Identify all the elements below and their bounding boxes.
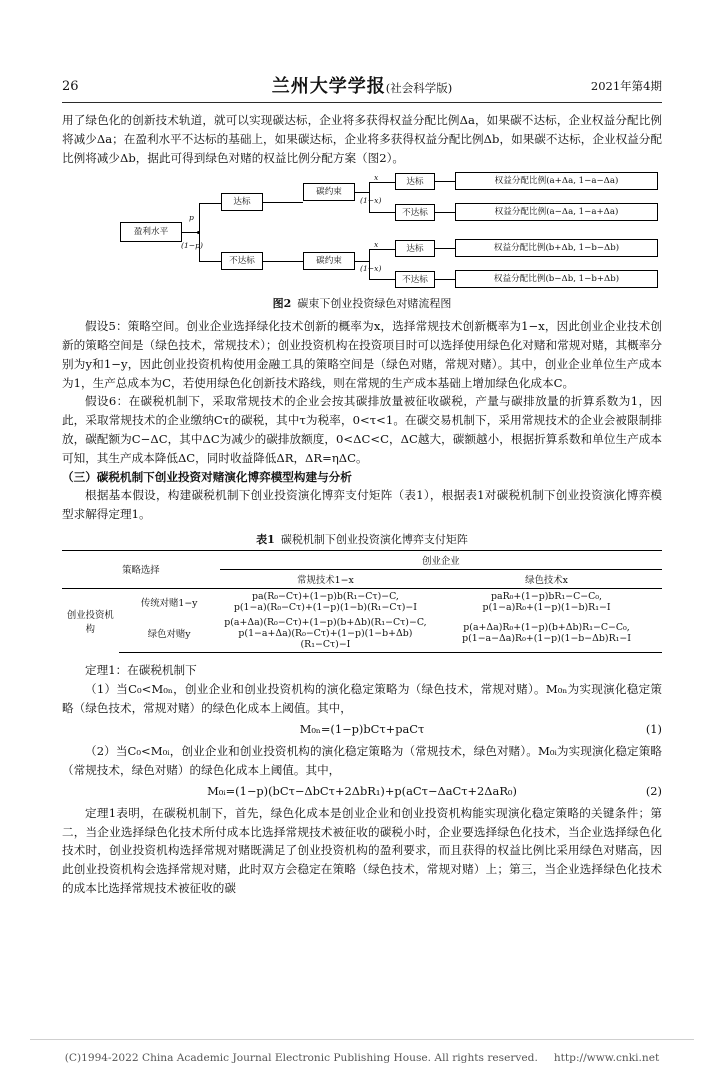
table-rowgroup-vc: 创业投资机构 [66, 609, 114, 635]
figure-edge [369, 182, 395, 183]
figure-label-1-x-1: (1−x) [360, 196, 382, 206]
figure-edge [199, 261, 221, 262]
figure-node-carbon1-no: 不达标 [395, 204, 435, 221]
table-header-strategy: 策略选择 [62, 550, 220, 588]
page-number: 26 [62, 79, 79, 94]
figure-label-1-p: (1−p) [181, 241, 203, 251]
figure-edge [199, 203, 221, 204]
paragraph-7: （2）当C₀<M₀ᵢ，创业企业和创业投资机构的演化稳定策略为（常规技术，绿色对赌）。M₀ᵢ为实现演化稳定策略（常规技术，绿色对赌）的绿色化成本上阈值。其中， [62, 743, 662, 777]
table-cell-r1c1-line1: pa(R₀−Cτ)+(1−p)b(R₁−Cτ)−C, [251, 590, 399, 602]
page [0, 56, 724, 1080]
figure-caption [62, 295, 662, 311]
table-cell-r1c1-line2: p(1−a)(R₀−Cτ)+(1−p)(1−b)(R₁−Cτ)−I [233, 601, 417, 613]
paragraph-3: 假设6：在碳税机制下，采取常规技术的企业会按其碳排放量被征收碳税，产量与碳排放量的折算系数为1，因此，采取常规技术的企业缴纳Cτ的碳税，其中τ为税率，0<τ<1。在碳交易机制下，采用常规技术的企业会被限制排放，碳配额为C−ΔC，其中ΔC为减少的碳排放额度，0<ΔC<C，ΔC越大，碳额越小，根据折算系数和单位生产成本可知，其生产成本降低ΔC，同时收益降低ΔR，ΔR=ηΔC。 [62, 394, 662, 465]
figure-caption-text: 碳束下创业投资绿色对赌流程图 [297, 297, 452, 311]
figure-edge [369, 212, 395, 213]
figure-node-carbon-1: 碳约束 [303, 183, 355, 201]
issue-label: 2021年第4期 [590, 79, 662, 93]
figure-node-root: 盈利水平 [120, 222, 182, 242]
table-header-enterprise: 创业企业 [220, 550, 662, 569]
figure-edge [199, 203, 200, 261]
equation-2-number: (2) [645, 784, 662, 799]
article-body [62, 111, 662, 167]
figure-edge [435, 248, 455, 249]
figure-node-outcome-3: 权益分配比例(b+Δb, 1−b−Δb) [455, 239, 658, 257]
paragraph-4: 根据基本假设，构建碳税机制下创业投资演化博弈支付矩阵（表1），根据表1对碳税机制下创业投资演化博弈模型求解得定理1。 [62, 488, 662, 522]
table-cell-r1c2 [431, 588, 662, 615]
figure-node-carbon2-ok: 达标 [395, 240, 435, 257]
figure-edge [435, 181, 455, 182]
figure-label-x-2: x [374, 240, 379, 250]
footer-copyright: (C)1994-2022 China Academic Journal Electronic Publishing House. All rights reserved. [64, 1052, 538, 1064]
figure-edge [355, 192, 369, 193]
paragraph-5: 定理1：在碳税机制下 [85, 662, 197, 677]
table-caption-text: 碳税机制下创业投资演化博弈支付矩阵 [280, 532, 468, 546]
table-row [62, 615, 662, 653]
table-cell-r2c1-line2: p(1−a+Δa)(R₀−Cτ)+(1−p)(1−b+Δb)(R₁−Cτ)−I [238, 627, 413, 650]
figure-edge [263, 202, 303, 203]
article-body-3 [62, 661, 662, 898]
paragraph-6: （1）当C₀<M₀ₙ，创业企业和创业投资机构的演化稳定策略为（绿色技术，常规对赌）。M₀ₙ为实现演化稳定策略（绿色技术，常规对赌）的绿色化成本上阈值。其中， [62, 681, 662, 715]
equation-2: M₀ᵢ=(1−p)(bCτ−ΔbCτ+2ΔbR₁)+p(aCτ−ΔaCτ+2ΔaR₀) [207, 784, 517, 799]
table-cell-r1c1 [220, 588, 431, 615]
table-col-green: 绿色技术x [431, 569, 662, 588]
figure-label-p: p [189, 213, 194, 223]
paragraph-8: 定理1表明，在碳税机制下，首先，绿色化成本是创业企业和创业投资机构能实现演化稳定策略的关键条件；第二，当企业选择绿色化技术所付成本比选择常规技术被征收的碳税小时，企业要选择绿色化技术，当企业选择绿色化技术时，创业投资机构选择常规对赌既满足了创业投资机构的盈利要求，而且获得的权益比例比采用绿色对赌高，因此创业投资机构会选择常规对赌，此时双方会稳定在策略（绿色技术，常规对赌）上；第三，当企业选择绿色化技术的成本比选择常规技术被征收的碳 [62, 805, 662, 895]
figure-edge [355, 261, 369, 262]
journal-title [272, 72, 452, 98]
figure-caption-label: 图2 [272, 297, 292, 311]
journal-subtitle: (社会科学版) [385, 81, 453, 95]
table-row [62, 588, 662, 615]
figure-node-carbon-2: 碳约束 [303, 252, 355, 270]
article-body-2 [62, 317, 662, 524]
table-caption-label: 表1 [256, 532, 275, 546]
paragraph-1: 用了绿色化的创新技术轨道，就可以实现碳达标，企业将多获得权益分配比例Δa，如果碳不达标，企业权益分配比例将减少Δa；在盈利水平不达标的基础上，如果碳达标，企业将多获得权益分配比例Δb，如果碳不达标，企业权益分配比例将减少Δb，据此可得到绿色对赌的权益比例分配方案（图2）。 [62, 113, 662, 165]
table-row-label-traditional: 传统对赌1−y [140, 597, 198, 609]
paragraph-2: 假设5：策略空间。创业企业选择绿化技术创新的概率为x，选择常规技术创新概率为1−x，因此创业企业技术创新的策略空间是（绿色技术，常规技术）；创业投资机构在投资项目时可以选择使用绿色化对赌和常规对赌，其概率分别为y和1−y，因此创业投资机构使用金融工具的策略空间是（绿色对赌，常规对赌）。其中，创业企业单位生产成本为1，生产总成本为C，若使用绿色化创新技术路线，则在常规的生产成本基础上增加绿色化成本C。 [62, 319, 662, 390]
table-cell-r2c2-line2: p(1−a−Δa)R₀+(1−p)(1−b−Δb)R₁−I [462, 633, 631, 645]
footer-url[interactable]: http://www.cnki.net [553, 1052, 660, 1064]
figure-edge [369, 279, 395, 280]
figure-node-reach: 达标 [221, 193, 263, 211]
equation-2-row [62, 782, 662, 800]
table-cell-r1c2-line1: paR₀+(1−p)bR₁−C−C₀, [491, 590, 603, 602]
figure-node-carbon1-ok: 达标 [395, 173, 435, 190]
equation-1-row [62, 720, 662, 738]
journal-name: 兰州大学学报 [271, 76, 386, 97]
table-caption [62, 531, 662, 547]
footer-divider [30, 1039, 694, 1040]
table-row-label-green: 绿色对赌y [119, 615, 220, 653]
page-header [62, 56, 662, 103]
figure-2 [62, 175, 662, 293]
figure-node-outcome-2: 权益分配比例(a−Δa, 1−a+Δa) [455, 203, 658, 221]
figure-node-not-reach: 不达标 [221, 252, 263, 270]
figure-edge [182, 232, 198, 233]
table-cell-r2c1 [220, 615, 431, 653]
table-cell-r2c2 [431, 615, 662, 653]
figure-edge [435, 212, 455, 213]
figure-label-1-x-2: (1−x) [360, 264, 382, 274]
footer [0, 1052, 724, 1064]
table-cell-r1c2-line2: p(1−a)R₀+(1−p)(1−b)R₁−I [482, 601, 611, 613]
table-cell-r2c2-line1: p(a+Δa)R₀+(1−p)(b+Δb)R₁−C−C₀, [463, 622, 630, 634]
table-header-row-1 [62, 550, 662, 569]
figure-node-carbon2-no: 不达标 [395, 271, 435, 288]
figure-edge [369, 249, 395, 250]
table-cell-r2c1-line1: p(a+Δa)(R₀−Cτ)+(1−p)(b+Δb)(R₁−Cτ)−C, [224, 616, 427, 628]
figure-edge [263, 261, 303, 262]
equation-1-number: (1) [645, 722, 662, 737]
section-title: （三）碳税机制下创业投资对赌演化博弈模型构建与分析 [62, 469, 352, 484]
payoff-matrix-table [62, 550, 662, 653]
figure-edge [435, 279, 455, 280]
equation-1: M₀ₙ=(1−p)bCτ+paCτ [299, 722, 425, 737]
table-col-conventional: 常规技术1−x [220, 569, 431, 588]
figure-node-outcome-4: 权益分配比例(b−Δb, 1−b+Δb) [455, 270, 658, 288]
figure-label-x-1: x [374, 173, 379, 183]
figure-node-outcome-1: 权益分配比例(a+Δa, 1−a−Δa) [455, 172, 658, 190]
